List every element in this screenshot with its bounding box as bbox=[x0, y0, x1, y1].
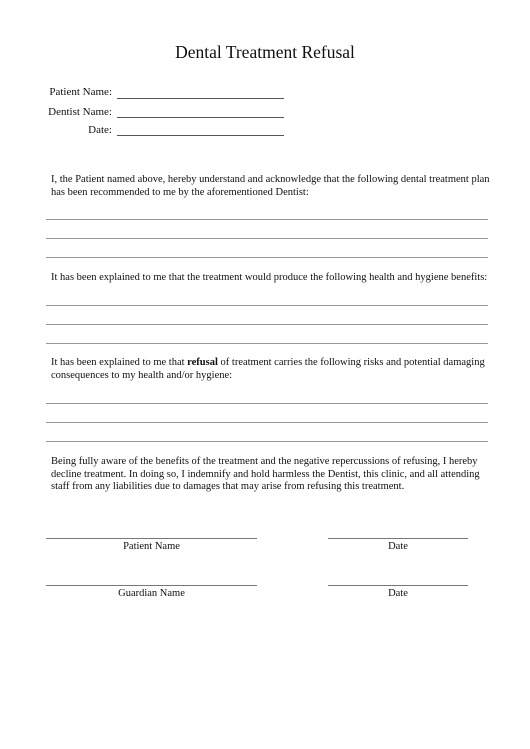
declaration-text: Being fully aware of the benefits of the treatment and the negative repercussions of refusing, I hereby decline treatment. In doing so, I indemnify and hold harmless the Dentist, this clinic, and all attending staff from any liabilities due to damages that may arise from refusing this treatment. bbox=[51, 456, 480, 492]
dentist-name-field[interactable] bbox=[117, 117, 284, 118]
treatment-plan-line-3[interactable] bbox=[46, 257, 488, 258]
guardian-date-label: Date bbox=[388, 588, 408, 599]
benefits-line-2[interactable] bbox=[46, 324, 488, 325]
benefits-line-1[interactable] bbox=[46, 305, 488, 306]
guardian-signature-line[interactable] bbox=[46, 585, 257, 586]
treatment-plan-text: I, the Patient named above, hereby understand and acknowledge that the following dental treatment plan has been recommended to me by the aforementioned Dentist: bbox=[51, 174, 490, 198]
risks-line-2[interactable] bbox=[46, 422, 488, 423]
risks-text-start: It has been explained to me that bbox=[51, 357, 188, 368]
risks-line-3[interactable] bbox=[46, 441, 488, 442]
treatment-plan-line-1[interactable] bbox=[46, 219, 488, 220]
dentist-name-label: Dentist Name: bbox=[48, 106, 112, 118]
benefits-text: It has been explained to me that the treatment would produce the following health and hygiene benefits: bbox=[51, 272, 488, 283]
date-label: Date: bbox=[88, 124, 112, 136]
patient-name-field[interactable] bbox=[117, 98, 284, 99]
patient-signature-line[interactable] bbox=[46, 538, 257, 539]
guardian-date-line[interactable] bbox=[328, 585, 468, 586]
benefits-line-3[interactable] bbox=[46, 343, 488, 344]
treatment-plan-line-2[interactable] bbox=[46, 238, 488, 239]
patient-date-label: Date bbox=[388, 541, 408, 552]
risks-text bbox=[51, 357, 491, 382]
date-field[interactable] bbox=[117, 135, 284, 136]
patient-date-line[interactable] bbox=[328, 538, 468, 539]
page-title: Dental Treatment Refusal bbox=[175, 42, 355, 62]
guardian-name-signature-label: Guardian Name bbox=[118, 588, 185, 599]
risks-line-1[interactable] bbox=[46, 403, 488, 404]
risks-text-end: of treatment carries the following risks and potential damaging consequences to my health and/or hygiene: bbox=[51, 357, 485, 381]
patient-name-signature-label: Patient Name bbox=[123, 541, 180, 552]
patient-name-label: Patient Name: bbox=[49, 86, 112, 98]
refusal-emphasis: refusal bbox=[187, 357, 218, 368]
